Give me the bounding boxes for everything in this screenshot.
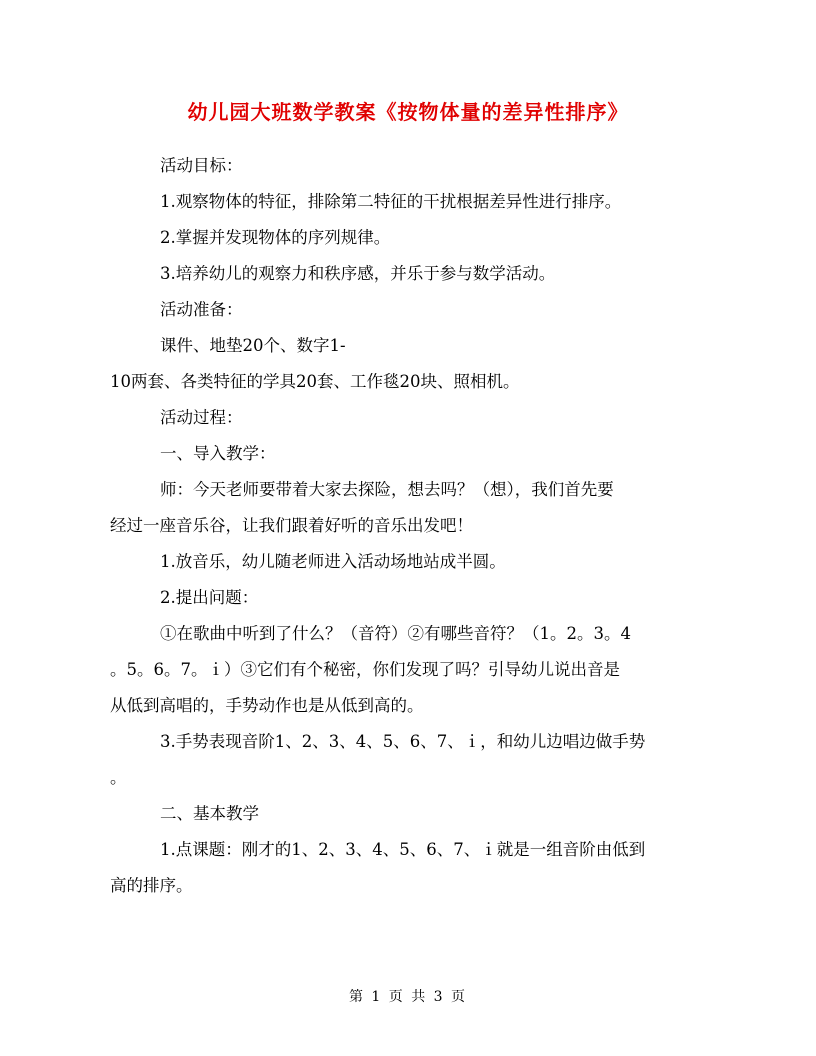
paragraph-line: 10两套、各类特征的学具20套、工作毯20块、照相机。 — [110, 372, 520, 391]
paragraph-line: 1.点课题：刚才的1、2、3、4、5、6、7、ｉ就是一组音阶由低到 — [160, 840, 646, 859]
paragraph-line: 活动目标： — [160, 156, 243, 175]
page-number: 第 1 页 共 3 页 — [348, 989, 468, 1005]
paragraph-line: 。5。6。7。ｉ）③它们有个秘密，你们发现了吗？引导幼儿说出音是 — [110, 660, 620, 679]
paragraph-line: 二、基本教学 — [160, 804, 259, 823]
paragraph-line: ①在歌曲中听到了什么？（音符）②有哪些音符？（1。2。3。4 — [160, 624, 631, 643]
paragraph-line: 一、导入教学： — [160, 444, 276, 463]
paragraph-line: 3.手势表现音阶1、2、3、4、5、6、7、ｉ，和幼儿边唱边做手势 — [160, 732, 646, 751]
paragraph-line: 1.放音乐，幼儿随老师进入活动场地站成半圆。 — [160, 552, 506, 571]
paragraph-line: 2.掌握并发现物体的序列规律。 — [160, 228, 391, 247]
paragraph-line: 3.培养幼儿的观察力和秩序感，并乐于参与数学活动。 — [160, 264, 556, 283]
paragraph-line: 师：今天老师要带着大家去探险，想去吗？（想），我们首先要 — [160, 480, 614, 499]
paragraph-line: 活动过程： — [160, 408, 243, 427]
paragraph-line: 2.提出问题： — [160, 588, 259, 607]
paragraph-line: 1.观察物体的特征，排除第二特征的干扰根据差异性进行排序。 — [160, 192, 622, 211]
paragraph-line: 高的排序。 — [110, 876, 193, 895]
document-title: 幼儿园大班数学教案《按物体量的差异性排序》 — [187, 100, 629, 124]
paragraph-line: 从低到高唱的，手势动作也是从低到高的。 — [110, 696, 424, 715]
document-body — [110, 148, 700, 904]
paragraph-line: 课件、地垫20个、数字1- — [160, 336, 346, 355]
paragraph-line: 。 — [110, 768, 127, 787]
paragraph-line: 经过一座音乐谷，让我们跟着好听的音乐出发吧！ — [110, 516, 473, 535]
paragraph-line: 活动准备： — [160, 300, 243, 319]
